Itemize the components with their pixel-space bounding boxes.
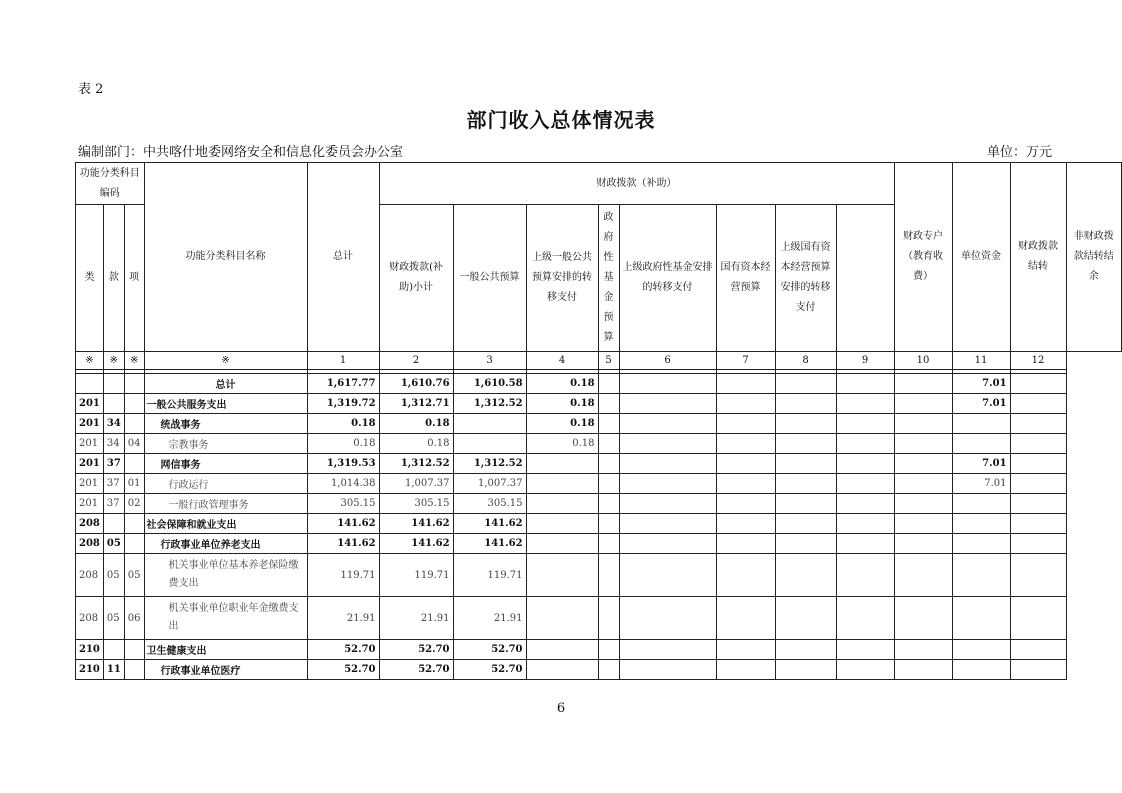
cell-fiscal-carryover: [952, 534, 1010, 554]
cell-lei: 208: [76, 597, 104, 640]
cell-total: 52.70: [307, 640, 379, 660]
cell-total: 52.70: [307, 660, 379, 680]
table-label: 表 2: [78, 82, 104, 97]
cell-fiscal-carryover: 7.01: [952, 374, 1010, 394]
cell-total: 1,014.38: [307, 474, 379, 494]
cell-lei: [76, 374, 104, 394]
index-cell: ※: [76, 352, 104, 370]
cell-fiscal-carryover: [952, 597, 1010, 640]
cell-fiscal-carryover: [952, 514, 1010, 534]
table-row: [76, 454, 1122, 474]
index-row: [76, 352, 1122, 370]
header-nonfiscal-carryover: 非财政拨款结转结余: [1066, 163, 1121, 352]
header-total: 总计: [307, 163, 379, 352]
cell-general-budget: 305.15: [453, 494, 526, 514]
cell-xiang: 02: [124, 494, 144, 514]
cell-total: 21.91: [307, 597, 379, 640]
cell-total: 1,617.77: [307, 374, 379, 394]
cell-lei: 208: [76, 534, 104, 554]
header-func-name: 功能分类科目名称: [144, 163, 307, 352]
cell-general-budget: 141.62: [453, 534, 526, 554]
table-row: [76, 374, 1122, 394]
cell-fiscal-subtotal: 119.71: [379, 554, 453, 597]
header-fiscal-subtotal: 财政拨款(补助)小计: [379, 205, 453, 352]
header-upper-general-transfer: 上级一般公共预算安排的转移支付: [526, 205, 598, 352]
cell-fiscal-subtotal: 21.91: [379, 597, 453, 640]
cell-lei: 210: [76, 640, 104, 660]
cell-name: 一般公共服务支出: [144, 394, 307, 414]
cell-lei: 201: [76, 454, 104, 474]
cell-kuan: 34: [103, 414, 124, 434]
cell-upper-general-transfer: 0.18: [526, 414, 598, 434]
cell-fiscal-subtotal: 1,312.52: [379, 454, 453, 474]
cell-upper-general-transfer: [526, 554, 598, 597]
header-xiang: 项: [124, 205, 144, 352]
index-cell: 11: [952, 352, 1010, 370]
cell-fiscal-subtotal: 0.18: [379, 414, 453, 434]
cell-general-budget: 1,312.52: [453, 454, 526, 474]
index-cell: 9: [836, 352, 894, 370]
cell-general-budget: 1,610.58: [453, 374, 526, 394]
cell-xiang: 05: [124, 554, 144, 597]
cell-general-budget: 52.70: [453, 640, 526, 660]
header-special-edu: 财政专户（教育收费）: [894, 163, 952, 352]
cell-kuan: [103, 640, 124, 660]
cell-fiscal-subtotal: 1,312.71: [379, 394, 453, 414]
unit-line: 单位：万元: [986, 145, 1052, 160]
cell-fiscal-subtotal: 52.70: [379, 640, 453, 660]
index-cell: ※: [144, 352, 307, 370]
header-fiscal-carryover: 财政拨款结转: [1010, 163, 1066, 352]
cell-kuan: 05: [103, 554, 124, 597]
cell-fiscal-subtotal: 141.62: [379, 534, 453, 554]
cell-name: 宗教事务: [144, 434, 307, 454]
cell-lei: 201: [76, 414, 104, 434]
header-unit-funds: 单位资金: [952, 163, 1010, 352]
index-cell: ※: [103, 352, 124, 370]
cell-total: 141.62: [307, 534, 379, 554]
cell-kuan: 37: [103, 494, 124, 514]
cell-total: 141.62: [307, 514, 379, 534]
table-row: [76, 597, 1122, 640]
cell-general-budget: 52.70: [453, 660, 526, 680]
cell-general-budget: 1,007.37: [453, 474, 526, 494]
index-cell: 1: [307, 352, 379, 370]
cell-general-budget: 119.71: [453, 554, 526, 597]
cell-fiscal-subtotal: 1,610.76: [379, 374, 453, 394]
index-cell: ※: [124, 352, 144, 370]
table-row: [76, 640, 1122, 660]
cell-xiang: [124, 640, 144, 660]
cell-lei: 208: [76, 554, 104, 597]
cell-lei: 201: [76, 494, 104, 514]
cell-name: 社会保障和就业支出: [144, 514, 307, 534]
cell-kuan: 34: [103, 434, 124, 454]
table-row: [76, 660, 1122, 680]
cell-general-budget: [453, 414, 526, 434]
index-cell: 8: [775, 352, 836, 370]
cell-xiang: 04: [124, 434, 144, 454]
header-state-capital: 国有资本经营预算: [716, 205, 775, 352]
cell-fiscal-carryover: 7.01: [952, 394, 1010, 414]
cell-upper-general-transfer: 0.18: [526, 434, 598, 454]
header-fiscal-group: 财政拨款（补助）: [379, 163, 894, 205]
cell-fiscal-subtotal: 0.18: [379, 434, 453, 454]
cell-fiscal-subtotal: 52.70: [379, 660, 453, 680]
cell-general-budget: 1,312.52: [453, 394, 526, 414]
cell-total: 0.18: [307, 434, 379, 454]
cell-upper-general-transfer: [526, 660, 598, 680]
index-cell: 7: [716, 352, 775, 370]
cell-xiang: [124, 454, 144, 474]
index-cell: 3: [453, 352, 526, 370]
header-upper-gov-fund-transfer: 上级政府性基金安排的转移支付: [619, 205, 716, 352]
cell-upper-general-transfer: [526, 454, 598, 474]
cell-upper-general-transfer: [526, 494, 598, 514]
index-cell: 5: [598, 352, 619, 370]
cell-name: 行政事业单位养老支出: [144, 534, 307, 554]
cell-lei: 201: [76, 394, 104, 414]
cell-total: 305.15: [307, 494, 379, 514]
table-row: [76, 494, 1122, 514]
cell-xiang: [124, 514, 144, 534]
cell-xiang: [124, 374, 144, 394]
cell-total: 119.71: [307, 554, 379, 597]
cell-lei: 201: [76, 434, 104, 454]
cell-fiscal-carryover: 7.01: [952, 474, 1010, 494]
cell-general-budget: 21.91: [453, 597, 526, 640]
cell-fiscal-carryover: [952, 434, 1010, 454]
header-general-budget: 一般公共预算: [453, 205, 526, 352]
header-upper-state-capital-transfer: 上级国有资本经营预算安排的转移支付: [775, 205, 836, 352]
cell-upper-general-transfer: [526, 597, 598, 640]
cell-fiscal-carryover: [952, 640, 1010, 660]
cell-name: 机关事业单位基本养老保险缴费支出: [144, 554, 307, 597]
table-row: [76, 534, 1122, 554]
cell-name: 网信事务: [144, 454, 307, 474]
cell-xiang: 06: [124, 597, 144, 640]
index-cell: 12: [1010, 352, 1066, 370]
cell-fiscal-subtotal: 1,007.37: [379, 474, 453, 494]
header-gov-fund: 政府性基金预算: [598, 205, 619, 352]
cell-upper-general-transfer: [526, 640, 598, 660]
cell-kuan: [103, 514, 124, 534]
cell-name: 统战事务: [144, 414, 307, 434]
cell-upper-general-transfer: 0.18: [526, 394, 598, 414]
cell-fiscal-carryover: [952, 660, 1010, 680]
cell-fiscal-carryover: [952, 554, 1010, 597]
cell-fiscal-carryover: [952, 494, 1010, 514]
cell-xiang: [124, 414, 144, 434]
department-line: 编制部门：中共喀什地委网络安全和信息化委员会办公室: [78, 145, 404, 160]
cell-lei: 210: [76, 660, 104, 680]
index-cell: 4: [526, 352, 598, 370]
cell-kuan: 11: [103, 660, 124, 680]
cell-fiscal-subtotal: 305.15: [379, 494, 453, 514]
income-summary-table: [75, 162, 1122, 680]
table-row: [76, 474, 1122, 494]
cell-xiang: [124, 534, 144, 554]
cell-fiscal-subtotal: 141.62: [379, 514, 453, 534]
page-title: 部门收入总体情况表: [466, 108, 656, 132]
cell-name: 机关事业单位职业年金缴费支出: [144, 597, 307, 640]
header-kuan: 款: [103, 205, 124, 352]
table-row: [76, 414, 1122, 434]
cell-fiscal-carryover: [952, 414, 1010, 434]
page-number: 6: [556, 701, 566, 716]
cell-xiang: 01: [124, 474, 144, 494]
index-cell: 6: [619, 352, 716, 370]
cell-name: 行政事业单位医疗: [144, 660, 307, 680]
header-func-code: 功能分类科目编码: [76, 163, 145, 205]
cell-kuan: 05: [103, 597, 124, 640]
table-row: [76, 514, 1122, 534]
cell-xiang: [124, 394, 144, 414]
cell-name: 行政运行: [144, 474, 307, 494]
cell-xiang: [124, 660, 144, 680]
cell-kuan: [103, 394, 124, 414]
cell-lei: 201: [76, 474, 104, 494]
cell-kuan: 05: [103, 534, 124, 554]
table-row: [76, 394, 1122, 414]
cell-kuan: [103, 374, 124, 394]
cell-upper-general-transfer: [526, 534, 598, 554]
index-cell: 10: [894, 352, 952, 370]
cell-upper-general-transfer: 0.18: [526, 374, 598, 394]
table-row: [76, 434, 1122, 454]
cell-name: 总计: [144, 374, 307, 394]
cell-kuan: 37: [103, 474, 124, 494]
cell-kuan: 37: [103, 454, 124, 474]
cell-total: 1,319.53: [307, 454, 379, 474]
cell-name: 一般行政管理事务: [144, 494, 307, 514]
header-lei: 类: [76, 205, 104, 352]
cell-upper-general-transfer: [526, 514, 598, 534]
index-cell: 2: [379, 352, 453, 370]
cell-fiscal-carryover: 7.01: [952, 454, 1010, 474]
cell-general-budget: [453, 434, 526, 454]
table-row: [76, 554, 1122, 597]
cell-upper-general-transfer: [526, 474, 598, 494]
cell-name: 卫生健康支出: [144, 640, 307, 660]
cell-lei: 208: [76, 514, 104, 534]
cell-general-budget: 141.62: [453, 514, 526, 534]
cell-total: 0.18: [307, 414, 379, 434]
cell-total: 1,319.72: [307, 394, 379, 414]
